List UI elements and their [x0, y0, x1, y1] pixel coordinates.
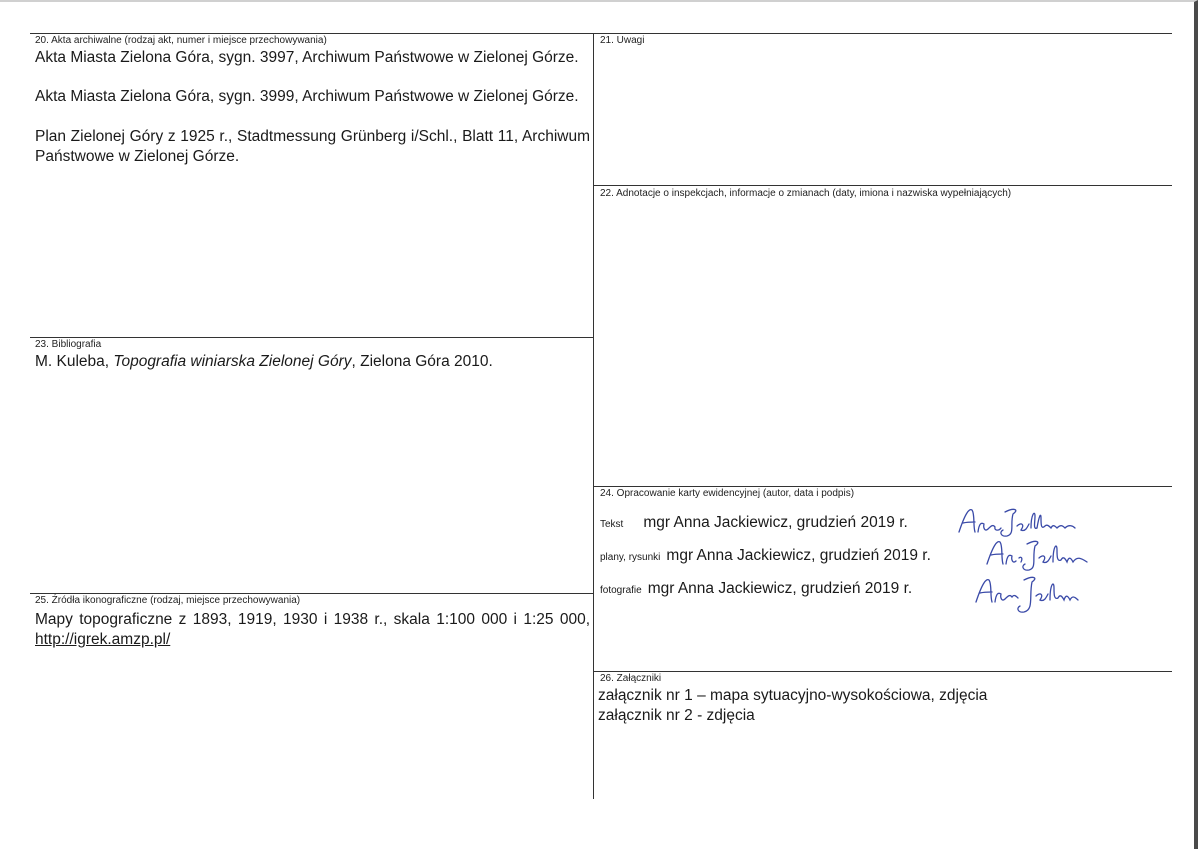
role-label: fotografie — [600, 585, 642, 596]
rule-23-25 — [30, 593, 593, 594]
rule-21-22 — [593, 185, 1172, 186]
attachment-2: załącznik nr 2 - zdjęcia — [598, 707, 755, 724]
author-value: mgr Anna Jackiewicz, grudzień 2019 r. — [666, 547, 931, 564]
iconography-link[interactable]: http://igrek.amzp.pl/ — [35, 631, 171, 648]
author-row-photos — [600, 580, 912, 598]
author-row-plans — [600, 547, 931, 565]
section23-bibliography — [35, 352, 590, 372]
section22-label: 22. Adnotacje o inspekcjach, informacje o zmianach (daty, imiona i nazwiska wypełniających) — [600, 188, 1012, 199]
rule-24-26 — [593, 671, 1172, 672]
signature-2 — [983, 536, 1093, 572]
author-value: mgr Anna Jackiewicz, grudzień 2019 r. — [647, 580, 913, 597]
author-value: mgr Anna Jackiewicz, grudzień 2019 r. — [643, 514, 908, 531]
section20-entry-1: Akta Miasta Zielona Góra, sygn. 3997, Archiwum Państwowe w Zielonej Górze. — [35, 49, 579, 66]
section20-entry-3: Plan Zielonej Góry z 1925 r., Stadtmessung Grünberg i/Schl., Blatt 11, Archiwum Państwowe w Zielonej Górze. — [35, 128, 590, 165]
section20-entry-2: Akta Miasta Zielona Góra, sygn. 3999, Archiwum Państwowe w Zielonej Górze. — [35, 88, 579, 105]
section21-label: 21. Uwagi — [600, 35, 645, 46]
section26-label: 26. Załączniki — [600, 673, 662, 684]
column-divider — [593, 33, 594, 799]
author-row-text — [600, 514, 908, 532]
iconography-text: Mapy topograficzne z 1893, 1919, 1930 i 1938 r., skala 1:100 000 i 1:25 000, — [35, 611, 590, 628]
bib-title: Topografia winiarska Zielonej Góry — [113, 353, 352, 370]
top-rule — [30, 33, 1172, 34]
rule-22-24 — [593, 486, 1172, 487]
signature-3 — [972, 570, 1082, 614]
bib-author: M. Kuleba, — [35, 353, 114, 370]
bib-rest: , Zielona Góra 2010. — [351, 353, 493, 370]
rule-20-23 — [30, 337, 593, 338]
section24-label: 24. Opracowanie karty ewidencyjnej (autor, data i podpis) — [600, 488, 855, 499]
section25-text — [35, 610, 590, 650]
section25-label: 25. Źródła ikonograficzne (rodzaj, miejsce przechowywania) — [35, 595, 301, 606]
role-label: Tekst — [600, 519, 624, 530]
section20-label: 20. Akta archiwalne (rodzaj akt, numer i miejsce przechowywania) — [35, 35, 327, 46]
role-label: plany, rysunki — [600, 552, 661, 563]
section23-label: 23. Bibliografia — [35, 339, 102, 350]
signature-1 — [955, 504, 1080, 538]
attachment-1: załącznik nr 1 – mapa sytuacyjno-wysokościowa, zdjęcia — [598, 687, 988, 704]
